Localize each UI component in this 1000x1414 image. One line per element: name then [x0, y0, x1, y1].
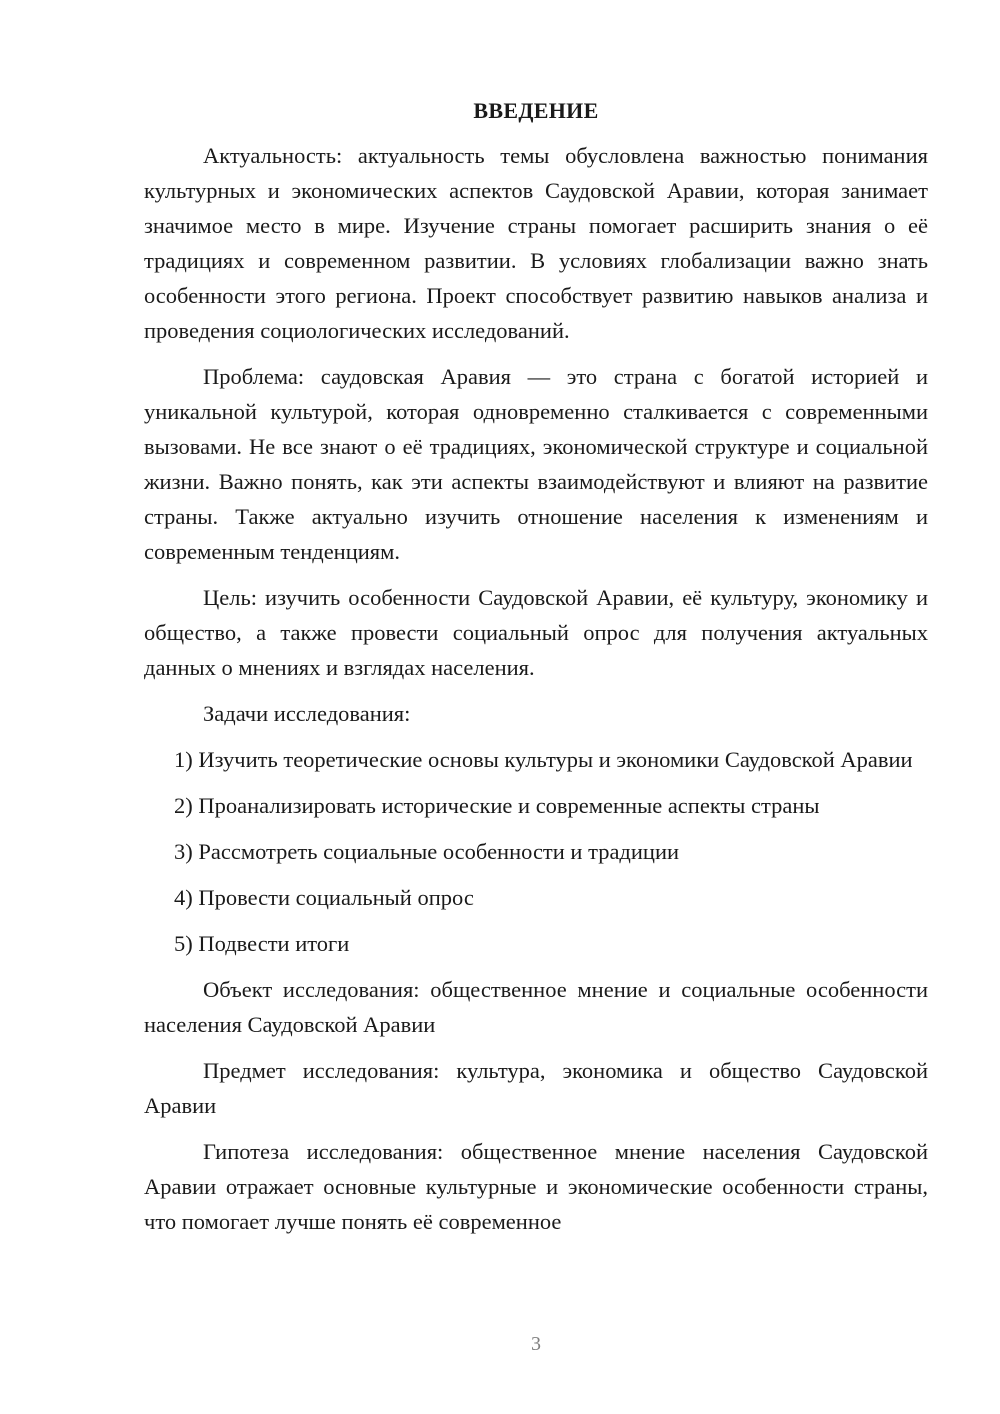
paragraph-object: Объект исследования: общественное мнение и социальные особенности населения Саудовской Аравии — [144, 977, 928, 1037]
list-item-text: Провести социальный опрос — [198, 885, 474, 910]
section-title: ВВЕДЕНИЕ — [473, 98, 599, 123]
list-item — [144, 742, 928, 777]
list-item-text: Рассмотреть социальные особенности и традиции — [198, 839, 680, 864]
list-item — [144, 880, 928, 915]
paragraph-problem: Проблема: саудовская Аравия — это страна с богатой историей и уникальной культурой, которая одновременно сталкивается с современными вызовами. Не все знают о её традициях, экономической структуре и социальной жизни. Важно понять, как эти аспекты взаимодействуют и влияют на развитие страны. Также актуально изучить отношение населения к изменениям и современным тенденциям. — [144, 364, 928, 564]
list-item — [144, 788, 928, 823]
list-item-text: Изучить теоретические основы культуры и экономики Саудовской Аравии — [198, 747, 913, 772]
list-item-number: 2 ) — [174, 793, 198, 818]
list-item-number: 5 ) — [174, 931, 198, 956]
paragraph-subject: Предмет исследования: культура, экономика и общество Саудовской Аравии — [144, 1058, 928, 1118]
list-item-text: Проанализировать исторические и современные аспекты страны — [198, 793, 820, 818]
list-item — [144, 834, 928, 869]
tasks-list — [144, 742, 928, 961]
paragraph-relevance: Актуальность: актуальность темы обусловлена важностью понимания культурных и экономических аспектов Саудовской Аравии, которая занимает значимое место в мире. Изучение страны помогает расширить знания о её традициях и современном развитии. В условиях глобализации важно знать особенности этого региона. Проект способствует развитию навыков анализа и проведения социологических исследований. — [144, 143, 928, 343]
tasks-heading: Задачи исследования: — [203, 701, 411, 726]
page-content — [144, 96, 928, 1239]
list-item-text: Подвести итоги — [198, 931, 350, 956]
list-item-number: 4 ) — [174, 885, 198, 910]
list-item-number: 3 ) — [174, 839, 198, 864]
list-item-number: 1 ) — [174, 747, 198, 772]
paragraph-goal: Цель: изучить особенности Саудовской Аравии, её культуру, экономику и общество, а также провести социальный опрос для получения актуальных данных о мнениях и взглядах населения. — [144, 585, 928, 680]
list-item — [144, 926, 928, 961]
paragraph-hypothesis: Гипотеза исследования: общественное мнение населения Саудовской Аравии отражает основные культурные и экономические особенности страны, что помогает лучше понять её современное — [144, 1139, 928, 1234]
page-number: 3 — [531, 1333, 541, 1355]
